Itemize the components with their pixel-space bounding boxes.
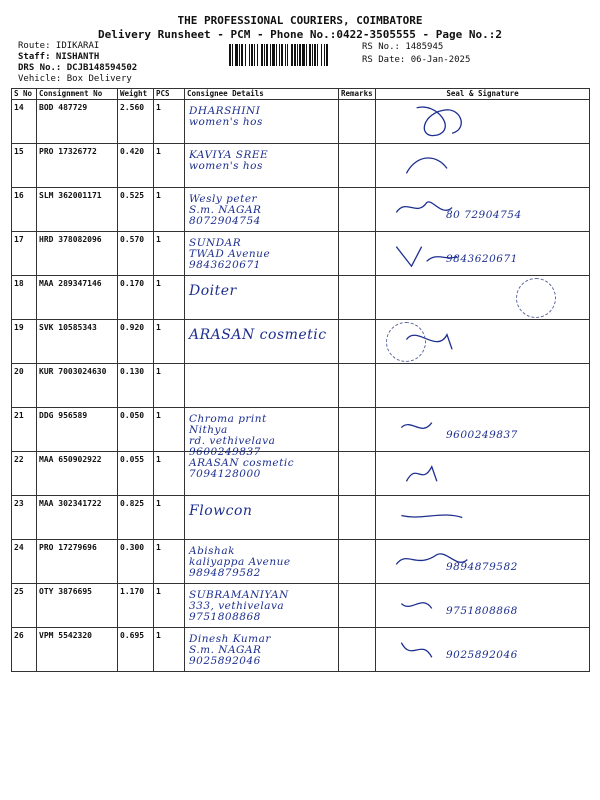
row-consignee-details (185, 540, 339, 584)
row-sno: 23 (12, 496, 37, 540)
row-sno: 24 (12, 540, 37, 584)
row-weight: 0.570 (118, 232, 154, 276)
row-consignee-details (185, 232, 339, 276)
table-row (12, 540, 590, 584)
row-remarks (339, 320, 376, 364)
rs-date: RS Date: 06-Jan-2025 (362, 55, 471, 65)
row-remarks (339, 232, 376, 276)
row-consignee-details (185, 100, 339, 144)
row-consignment-no: HRD 378082096 (37, 232, 118, 276)
table-row (12, 408, 590, 452)
handwritten-consignee: Dinesh Kumar S.m. NAGAR 9025892046 (189, 633, 271, 667)
row-sno: 19 (12, 320, 37, 364)
route-label: Route: IDIKARAI (18, 41, 100, 51)
row-consignment-no: SVK 10585343 (37, 320, 118, 364)
rubber-stamp (516, 278, 556, 318)
row-consignment-no: MAA 302341722 (37, 496, 118, 540)
row-seal-signature (376, 100, 590, 144)
row-sno: 18 (12, 276, 37, 320)
rubber-stamp (386, 322, 426, 362)
row-weight: 0.055 (118, 452, 154, 496)
row-pcs: 1 (154, 408, 185, 452)
row-sno: 14 (12, 100, 37, 144)
row-remarks (339, 276, 376, 320)
table-row (12, 496, 590, 540)
row-weight: 0.130 (118, 364, 154, 408)
row-seal-signature (376, 276, 590, 320)
row-consignment-no: KUR 7003024630 (37, 364, 118, 408)
row-sno: 21 (12, 408, 37, 452)
row-consignee-details (185, 584, 339, 628)
row-consignee-details (185, 452, 339, 496)
row-consignee-details (185, 408, 339, 458)
signature-stroke (406, 467, 436, 482)
row-pcs: 1 (154, 320, 185, 364)
row-consignee-details (185, 364, 339, 408)
row-consignment-no: PRO 17279696 (37, 540, 118, 584)
signature-scribble (376, 452, 589, 495)
col-sno: S No (12, 89, 37, 100)
row-sno: 25 (12, 584, 37, 628)
row-weight: 0.170 (118, 276, 154, 320)
row-remarks (339, 452, 376, 496)
handwritten-consignee: ARASAN cosmetic 7094128000 (189, 457, 295, 480)
runsheet-subtitle: Delivery Runsheet - PCM - Phone No.:0422-3505555 - Page No.:2 (98, 28, 502, 41)
row-remarks (339, 540, 376, 584)
row-seal-signature (376, 628, 590, 672)
handwritten-contact: 80 72904754 (446, 209, 522, 221)
company-title: THE PROFESSIONAL COURIERS, COIMBATORE (177, 14, 423, 27)
barcode (229, 44, 355, 66)
row-consignee-details (185, 320, 339, 364)
row-weight: 0.300 (118, 540, 154, 584)
row-consignee-details (185, 188, 339, 232)
row-consignment-no: MAA 650902922 (37, 452, 118, 496)
table-row (12, 144, 590, 188)
row-pcs: 1 (154, 364, 185, 408)
row-remarks (339, 496, 376, 540)
row-seal-signature (376, 584, 590, 628)
row-pcs: 1 (154, 232, 185, 276)
handwritten-contact: 9843620671 (446, 253, 518, 265)
table-row (12, 320, 590, 364)
table-body (12, 100, 590, 672)
row-sno: 20 (12, 364, 37, 408)
row-consignment-no: BOD 487729 (37, 100, 118, 144)
table-header-row (12, 89, 590, 100)
signature-scribble (376, 100, 589, 143)
table-row (12, 628, 590, 672)
handwritten-consignee: Chroma print Nithya rd. vethivelava 9600249837 (189, 413, 276, 458)
handwritten-consignee: Doiter (189, 283, 237, 299)
handwritten-consignee: Wesly peter S.m. NAGAR 8072904754 (189, 193, 262, 227)
signature-scribble (376, 496, 589, 539)
row-weight: 0.420 (118, 144, 154, 188)
row-pcs: 1 (154, 452, 185, 496)
handwritten-contact: 9600249837 (446, 429, 518, 441)
table-row (12, 232, 590, 276)
table-row (12, 188, 590, 232)
row-remarks (339, 144, 376, 188)
row-pcs: 1 (154, 188, 185, 232)
row-seal-signature (376, 320, 590, 364)
col-remarks: Remarks (339, 89, 376, 100)
handwritten-consignee: SUNDAR TWAD Avenue 9843620671 (189, 237, 271, 271)
col-weight: Weight (118, 89, 154, 100)
drs-number: DRS No.: DCJB148594502 (18, 63, 138, 73)
row-remarks (339, 408, 376, 452)
row-seal-signature (376, 188, 590, 232)
row-consignee-details (185, 144, 339, 188)
row-weight: 1.170 (118, 584, 154, 628)
row-pcs: 1 (154, 100, 185, 144)
handwritten-contact: 9751808868 (446, 605, 518, 617)
row-weight: 0.695 (118, 628, 154, 672)
row-remarks (339, 584, 376, 628)
row-consignment-no: MAA 289347146 (37, 276, 118, 320)
table-row (12, 452, 590, 496)
row-weight: 2.560 (118, 100, 154, 144)
row-weight: 0.920 (118, 320, 154, 364)
table-row (12, 100, 590, 144)
table-row (12, 364, 590, 408)
signature-stroke (401, 603, 431, 609)
handwritten-contact: 9894879582 (446, 561, 518, 573)
vehicle-label: Vehicle: Box Delivery (18, 74, 132, 84)
row-consignee-details (185, 276, 339, 320)
row-seal-signature (376, 144, 590, 188)
row-consignee-details (185, 496, 339, 540)
row-seal-signature (376, 540, 590, 584)
col-consignee-details: Consignee Details (185, 89, 339, 100)
row-sno: 16 (12, 188, 37, 232)
signature-stroke (401, 423, 431, 429)
row-remarks (339, 364, 376, 408)
row-sno: 22 (12, 452, 37, 496)
row-consignment-no: OTY 3876695 (37, 584, 118, 628)
handwritten-consignee: ARASAN cosmetic (189, 327, 327, 343)
signature-stroke (401, 515, 462, 518)
row-consignment-no: PRO 17326772 (37, 144, 118, 188)
row-consignment-no: VPM 5542320 (37, 628, 118, 672)
row-seal-signature (376, 452, 590, 496)
row-sno: 17 (12, 232, 37, 276)
row-consignment-no: DDG 956589 (37, 408, 118, 452)
handwritten-consignee: SUBRAMANIYAN 333, vethivelava 9751808868 (189, 589, 289, 623)
runsheet-table (11, 88, 590, 672)
table-row (12, 276, 590, 320)
signature-stroke (406, 158, 447, 173)
row-pcs: 1 (154, 540, 185, 584)
table-row (12, 584, 590, 628)
col-consignment: Consignment No (37, 89, 118, 100)
row-weight: 0.050 (118, 408, 154, 452)
row-sno: 26 (12, 628, 37, 672)
row-pcs: 1 (154, 496, 185, 540)
handwritten-consignee: Flowcon (189, 503, 253, 519)
signature-stroke (417, 107, 462, 136)
row-seal-signature (376, 408, 590, 452)
row-pcs: 1 (154, 584, 185, 628)
row-seal-signature (376, 364, 590, 408)
row-pcs: 1 (154, 144, 185, 188)
row-weight: 0.825 (118, 496, 154, 540)
barcode-bar (326, 44, 328, 66)
row-remarks (339, 100, 376, 144)
staff-label: Staff: NISHANTH (18, 52, 100, 62)
col-pcs: PCS (154, 89, 185, 100)
rs-number: RS No.: 1485945 (362, 42, 444, 52)
row-pcs: 1 (154, 276, 185, 320)
row-sno: 15 (12, 144, 37, 188)
row-seal-signature (376, 496, 590, 540)
signature-stroke (396, 202, 452, 213)
row-weight: 0.525 (118, 188, 154, 232)
handwritten-consignee: DHARSHINI women's hos (189, 105, 263, 128)
row-consignment-no: SLM 362001171 (37, 188, 118, 232)
handwritten-contact: 9025892046 (446, 649, 518, 661)
row-pcs: 1 (154, 628, 185, 672)
signature-scribble (376, 144, 589, 187)
row-remarks (339, 188, 376, 232)
signature-stroke (401, 643, 431, 658)
handwritten-consignee: Abishak kaliyappa Avenue 9894879582 (189, 545, 291, 579)
handwritten-consignee: KAVIYA SREE women's hos (189, 149, 269, 172)
col-seal-signature: Seal & Signature (376, 89, 590, 100)
row-consignee-details (185, 628, 339, 672)
row-remarks (339, 628, 376, 672)
row-seal-signature (376, 232, 590, 276)
